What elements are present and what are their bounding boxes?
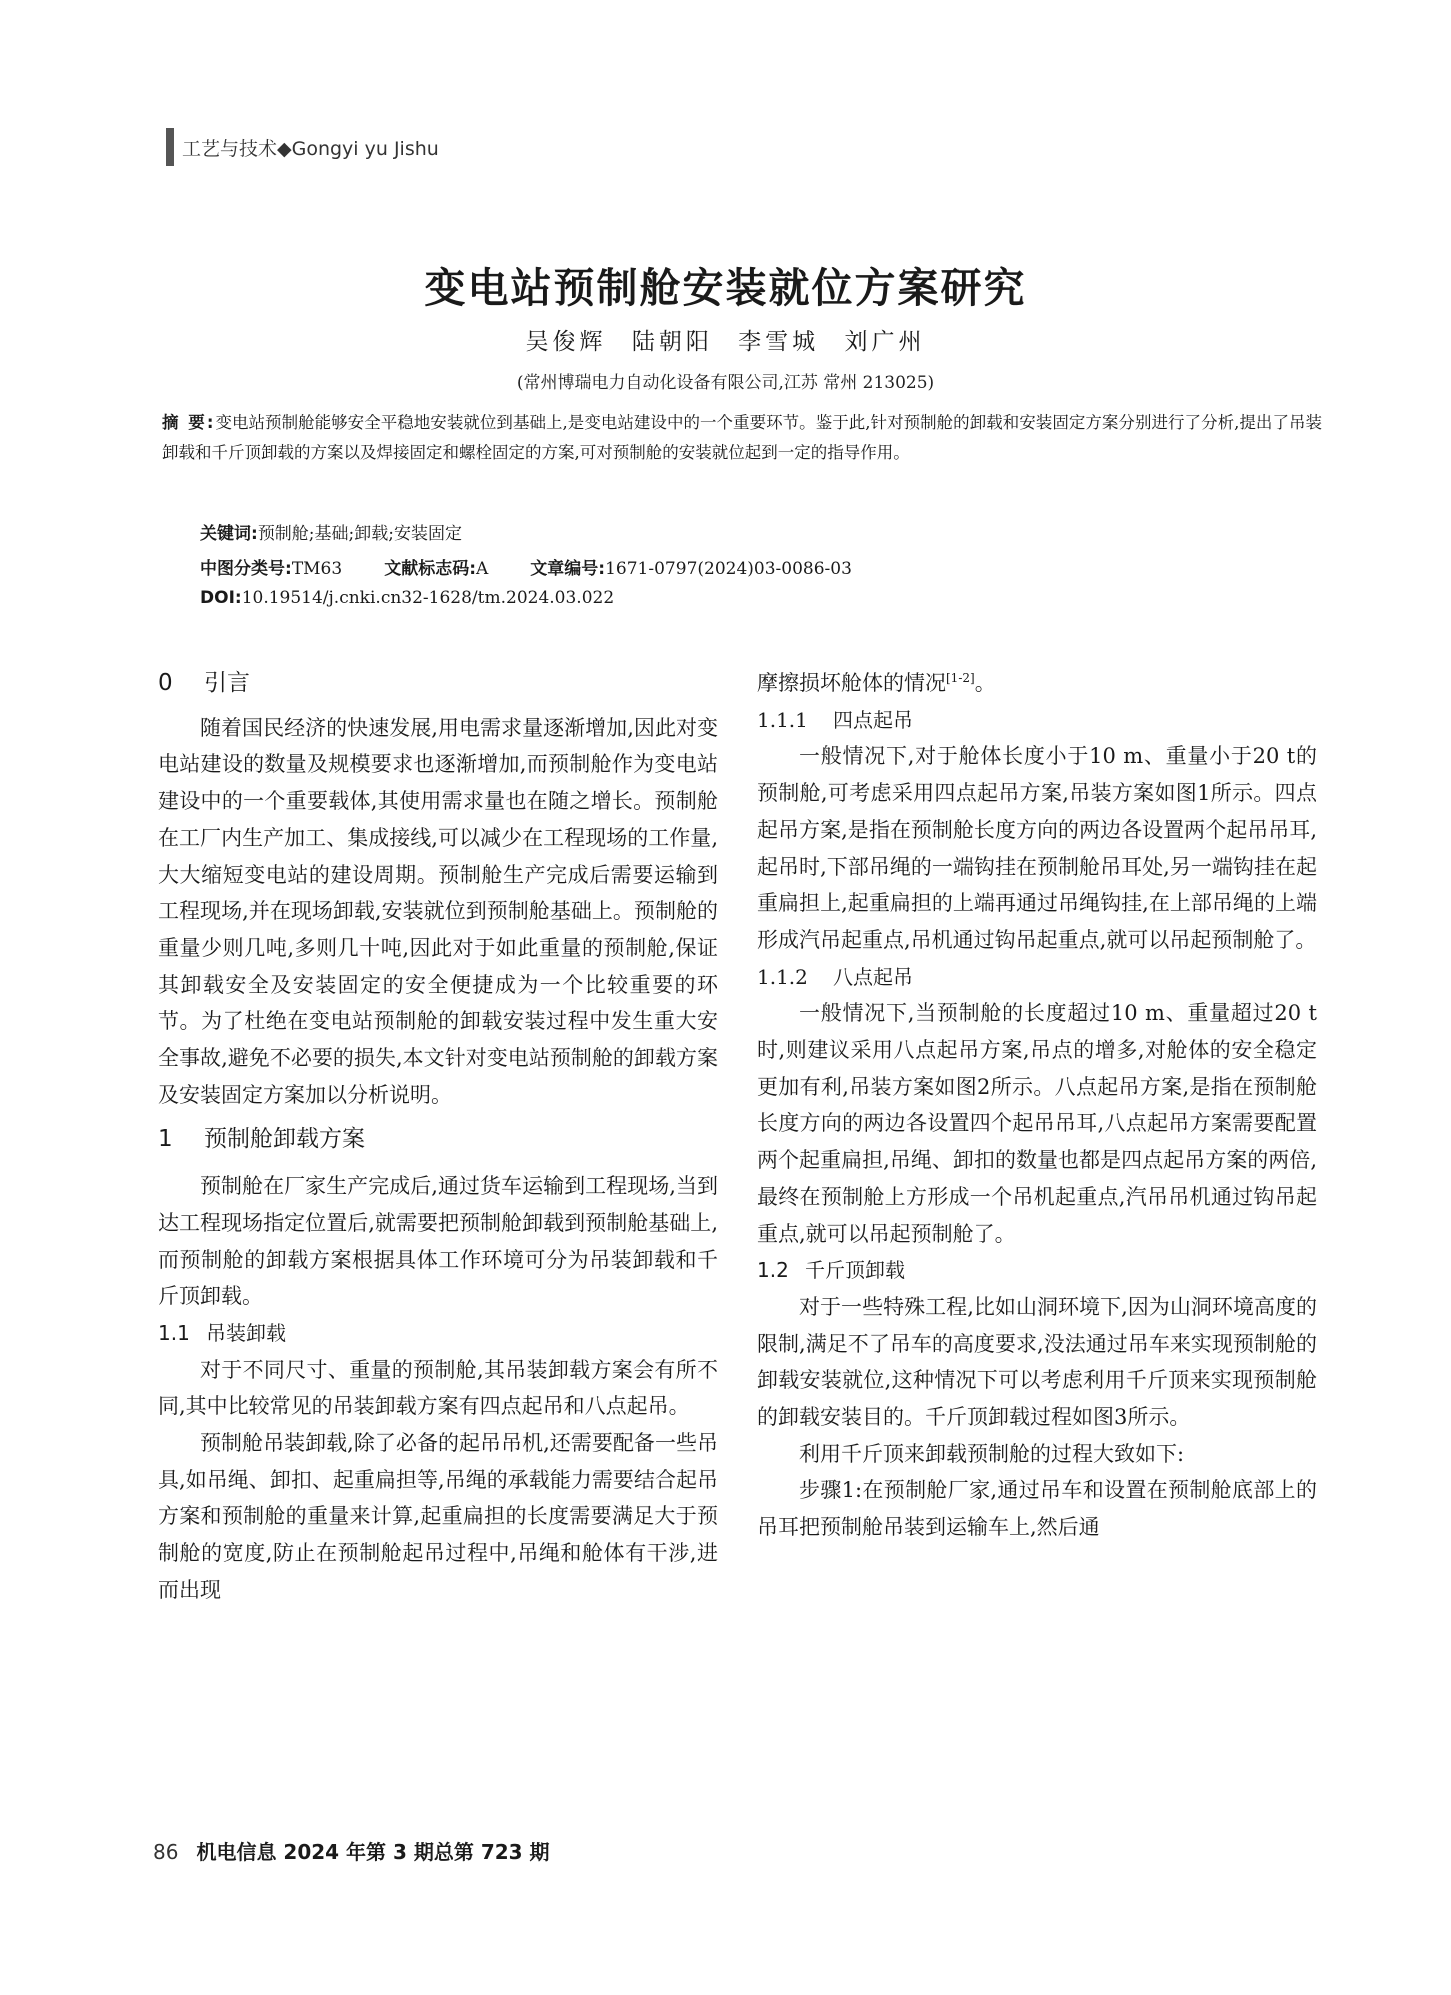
article-number-value: 1671-0797(2024)03-0086-03	[605, 559, 852, 579]
intro-paragraph: 随着国民经济的快速发展,用电需求量逐渐增加,因此对变电站建设的数量及规模要求也逐渐增加,而预制舱作为变电站建设中的一个重要载体,其使用需求量也在随之增长。预制舱在工厂内生产加工、集成接线,可以减少在工程现场的工作量,大大缩短变电站的建设周期。预制舱生产完成后需要运输到工程现场,并在现场卸载,安装就位到预制舱基础上。预制舱的重量少则几吨,多则几十吨,因此对于如此重量的预制舱,保证其卸载安全及安装固定的安全便捷成为一个比较重要的环节。为了杜绝在变电站预制舱的卸载安装过程中发生重大安全事故,避免不必要的损失,本文针对变电站预制舱的卸载方案及安装固定方案加以分析说明。	[158, 715, 718, 1107]
subsection-1-1-paragraph-2: 预制舱吊装卸载,除了必备的起吊吊机,还需要配备一些吊具,如吊绳、卸扣、起重扁担等,吊绳的承载能力需要结合起吊方案和预制舱的重量来计算,起重扁担的长度需要满足大于预制舱的宽度,防止在预制舱起吊过程中,吊绳和舱体有干涉,进而出现	[158, 1431, 718, 1602]
right-column	[757, 665, 1317, 1546]
doc-code-field	[384, 554, 488, 579]
clc-field	[200, 554, 342, 579]
subsection-title: 吊装卸载	[206, 1320, 286, 1345]
subsection-heading-1-1	[158, 1315, 718, 1352]
subsection-heading-1-2	[757, 1252, 1317, 1289]
subsection-number: 1.2	[757, 1258, 789, 1283]
subsection-1-1-paragraph-1: 对于不同尺寸、重量的预制舱,其吊装卸载方案会有所不同,其中比较常见的吊装卸载方案有四点起吊和八点起吊。	[158, 1357, 718, 1419]
doc-code-value: A	[476, 559, 489, 579]
section-1-paragraph: 预制舱在厂家生产完成后,通过货车运输到工程现场,当到达工程现场指定位置后,就需要把预制舱卸载到预制舱基础上,而预制舱的卸载方案根据具体工作环境可分为吊装卸载和千斤顶卸载。	[158, 1174, 718, 1309]
subsection-1-1-1-paragraph: 一般情况下,对于舱体长度小于10 m、重量小于20 t的预制舱,可考虑采用四点起吊方案,吊装方案如图1所示。四点起吊方案,是指在预制舱长度方向的两边各设置两个起吊吊耳,起吊时,下部吊绳的一端钩挂在预制舱吊耳处,另一端钩挂在起重扁担上,起重扁担的上端再通过吊绳钩挂,在上部吊绳的上端形成汽吊起重点,吊机通过钩吊起重点,就可以吊起预制舱了。	[757, 744, 1317, 952]
article-number-label: 文章编号:	[530, 559, 606, 579]
section-heading-1	[158, 1121, 718, 1158]
subsection-title: 千斤顶卸载	[805, 1258, 905, 1283]
abstract	[162, 408, 1322, 468]
subsection-1-1-2-paragraph: 一般情况下,当预制舱的长度超过10 m、重量超过20 t时,则建议采用八点起吊方案,吊点的增多,对舱体的安全稳定更加有利,吊装方案如图2所示。八点起吊方案,是指在预制舱长度方向的两边各设置四个起吊吊耳,八点起吊方案需要配置两个起重扁担,吊绳、卸扣的数量也都是四点起吊方案的两倍,最终在预制舱上方形成一个吊机起重点,汽吊吊机通过钩吊起重点,就可以吊起预制舱了。	[757, 1001, 1317, 1246]
keywords-text: 预制舱;基础;卸载;安装固定	[257, 524, 462, 544]
journal-issue: 机电信息 2024 年第 3 期总第 723 期	[196, 1840, 550, 1864]
subsection-1-2-paragraph-3: 步骤1:在预制舱厂家,通过吊车和设置在预制舱底部上的吊耳把预制舱吊装到运输车上,然后通	[757, 1478, 1317, 1540]
doi-value: 10.19514/j.cnki.cn32-1628/tm.2024.03.022	[241, 588, 615, 608]
subsection-heading-1-1-1	[757, 702, 1317, 739]
keywords-label: 关键词:	[200, 524, 258, 544]
doi-label: DOI:	[200, 588, 242, 608]
subsection-title: 八点起吊	[833, 964, 913, 989]
running-header	[166, 128, 439, 166]
abstract-text: 变电站预制舱能够安全平稳地安装就位到基础上,是变电站建设中的一个重要环节。鉴于此,针对预制舱的卸载和安装固定方案分别进行了分析,提出了吊装卸载和千斤顶卸载的方案以及焊接固定和螺栓固定的方案,可对预制舱的安装就位起到一定的指导作用。	[162, 413, 1322, 462]
subsection-number: 1.1.1	[757, 707, 808, 732]
header-bar	[166, 128, 174, 166]
section-title: 引言	[204, 670, 250, 696]
authors: 吴俊辉 陆朝阳 李雪城 刘广州	[525, 329, 926, 355]
continued-paragraph	[757, 665, 1317, 702]
section-number: 1	[158, 1126, 173, 1153]
section-number: 0	[158, 670, 173, 696]
keywords	[200, 519, 462, 544]
clc-label: 中图分类号:	[200, 559, 292, 579]
subsection-number: 1.1	[158, 1320, 190, 1345]
doc-code-label: 文献标志码:	[384, 559, 477, 579]
subsection-1-2-paragraph-2: 利用千斤顶来卸载预制舱的过程大致如下:	[799, 1441, 1185, 1466]
abstract-label: 摘 要:	[162, 413, 216, 432]
subsection-number: 1.1.2	[757, 964, 808, 989]
doi	[200, 588, 614, 608]
left-column	[158, 665, 718, 1609]
section-heading-0	[158, 665, 718, 702]
continued-end: 。	[974, 671, 996, 695]
affiliation: (常州博瑞电力自动化设备有限公司,江苏 常州 213025)	[516, 373, 935, 393]
page-number: 86	[153, 1840, 179, 1864]
article-number-field	[530, 554, 852, 579]
paper-title: 变电站预制舱安装就位方案研究	[424, 264, 1027, 312]
subsection-1-2-paragraph-1: 对于一些特殊工程,比如山洞环境下,因为山洞环境高度的限制,满足不了吊车的高度要求,没法通过吊车来实现预制舱的卸载安装就位,这种情况下可以考虑利用千斤顶来实现预制舱的卸载安装目的。千斤顶卸载过程如图3所示。	[757, 1294, 1317, 1430]
classification-row	[200, 554, 852, 579]
page-footer	[153, 1836, 550, 1865]
clc-value: TM63	[291, 559, 343, 579]
continued-text: 摩擦损坏舱体的情况	[757, 671, 946, 695]
header-section-label: 工艺与技术◆Gongyi yu Jishu	[182, 137, 439, 160]
citation-ref: [1-2]	[946, 671, 975, 685]
subsection-heading-1-1-2	[757, 959, 1317, 996]
section-title: 预制舱卸载方案	[204, 1126, 365, 1153]
subsection-title: 四点起吊	[833, 707, 913, 732]
